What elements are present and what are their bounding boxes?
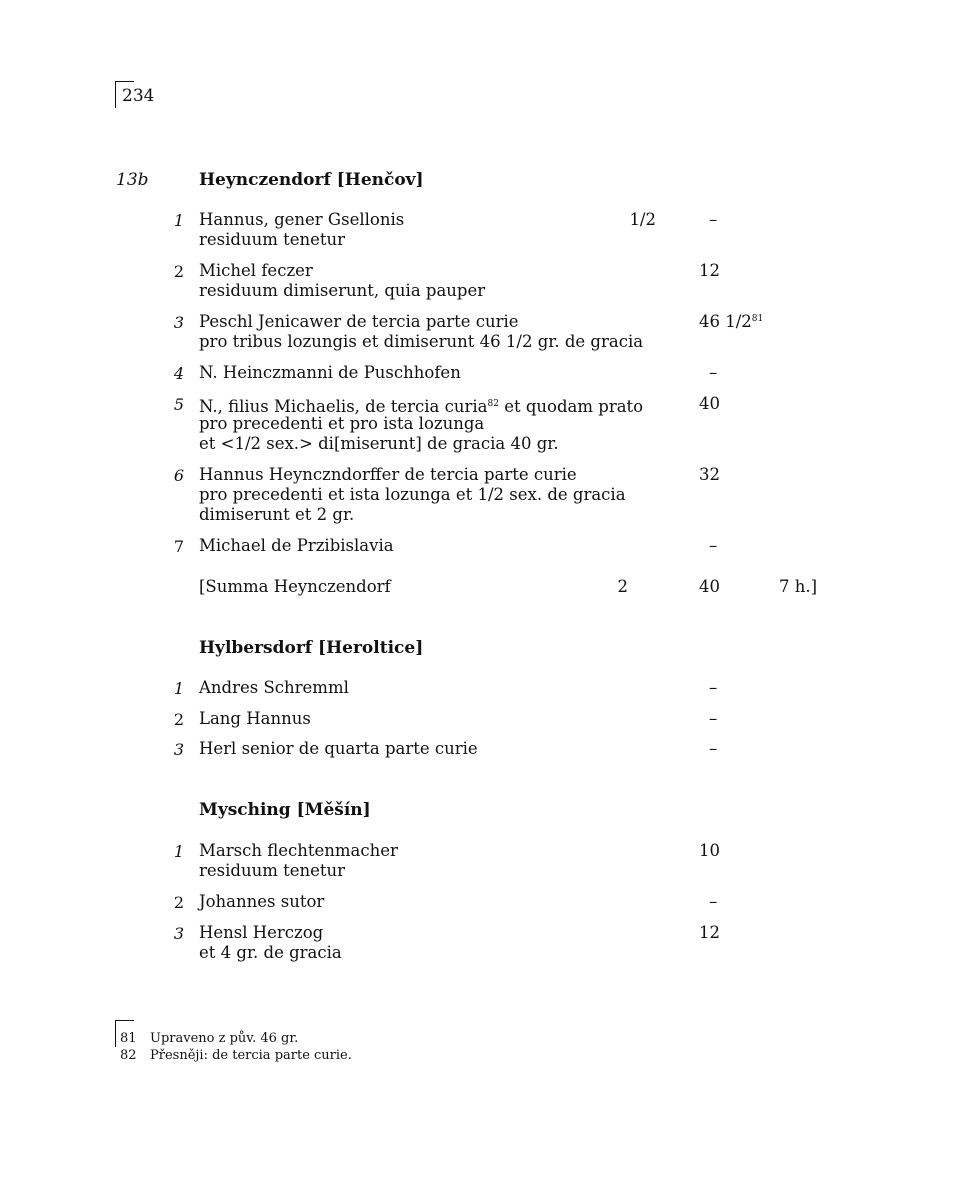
row-text: et 4 gr. de gracia [199, 943, 342, 962]
value-col2: – [709, 536, 718, 555]
row-text: Marsch flechtenmacher [199, 841, 398, 860]
row-number: 2 [173, 893, 184, 912]
row-number: 1 [173, 211, 184, 230]
summa-label: [Summa Heynczendorf [199, 577, 391, 596]
value-col1: 1/2 [629, 210, 656, 229]
row-text: residuum tenetur [199, 861, 346, 880]
footnote-ref: 82 [487, 399, 499, 409]
row-number: 2 [173, 710, 184, 729]
row-text-part: N., filius Michaelis, de tercia curia [199, 397, 488, 416]
row-text: Michael de Przibislavia [199, 536, 394, 555]
row-text: N. Heinczmanni de Puschhofen [199, 363, 461, 382]
row-number: 2 [173, 262, 184, 281]
footnote-text: Upraveno z pův. 46 gr. [150, 1031, 299, 1046]
row-number: 3 [173, 740, 184, 759]
row-number: 4 [173, 364, 184, 383]
value-col2: 12 [699, 261, 720, 280]
row-text: Andres Schremml [199, 678, 349, 697]
value-col2: – [709, 709, 718, 728]
page-number: 234 [122, 86, 155, 106]
entry-id: 13b [116, 170, 149, 190]
value-col2: 10 [699, 841, 720, 860]
footnote-number: 82 [120, 1048, 137, 1063]
row-number: 5 [173, 395, 184, 414]
row-number: 6 [173, 466, 184, 485]
section-title: Hylbersdorf [Heroltice] [199, 638, 424, 658]
row-text: pro tribus lozungis et dimiserunt 46 1/2 gr. de gracia [199, 332, 644, 351]
row-text: Herl senior de quarta parte curie [199, 739, 478, 758]
row-text: Hannus Heynczndorffer de tercia parte curie [199, 465, 577, 484]
row-text: Peschl Jenicawer de tercia parte curie [199, 312, 519, 331]
row-text: residuum tenetur [199, 230, 346, 249]
value-col2: 32 [699, 465, 720, 484]
row-number: 3 [173, 313, 184, 332]
row-text: Hannus, gener Gsellonis [199, 210, 405, 229]
section-title: Mysching [Měšín] [199, 800, 371, 820]
value-col2: – [709, 210, 718, 229]
summa-col3: 7 h.] [779, 577, 818, 596]
footnote-ref: 81 [751, 314, 764, 324]
row-text: pro precedenti et pro ista lozunga [199, 414, 485, 433]
section-title: Heynczendorf [Henčov] [199, 170, 424, 190]
value-col2: 12 [699, 923, 720, 942]
value-col2: – [709, 892, 718, 911]
row-text: Johannes sutor [199, 892, 325, 911]
row-text: Lang Hannus [199, 709, 311, 728]
row-text: pro precedenti et ista lozunga et 1/2 sex. de gracia [199, 485, 626, 504]
value-col2: – [709, 739, 718, 758]
row-number: 7 [173, 537, 184, 556]
value-col2: – [709, 678, 718, 697]
value-text: 46 1/2 [699, 312, 752, 331]
row-number: 1 [173, 842, 184, 861]
row-number: 1 [173, 679, 184, 698]
row-text: Hensl Herczog [199, 923, 324, 942]
summa-col2: 40 [699, 577, 720, 596]
value-col2: – [709, 363, 718, 382]
row-text: dimiserunt et 2 gr. [199, 505, 355, 524]
summa-col1: 2 [617, 577, 628, 596]
row-text-part: et quodam prato [498, 397, 644, 416]
value-col2: 40 [699, 394, 720, 413]
row-number: 3 [173, 924, 184, 943]
row-text: residuum dimiserunt, quia pauper [199, 281, 486, 300]
row-text: Michel feczer [199, 261, 313, 280]
row-text: et <1/2 sex.> di[miserunt] de gracia 40 gr. [199, 434, 559, 453]
value-col2 [699, 312, 763, 331]
footnote-text: Přesněji: de tercia parte curie. [150, 1048, 352, 1063]
footnote-number: 81 [120, 1031, 137, 1046]
